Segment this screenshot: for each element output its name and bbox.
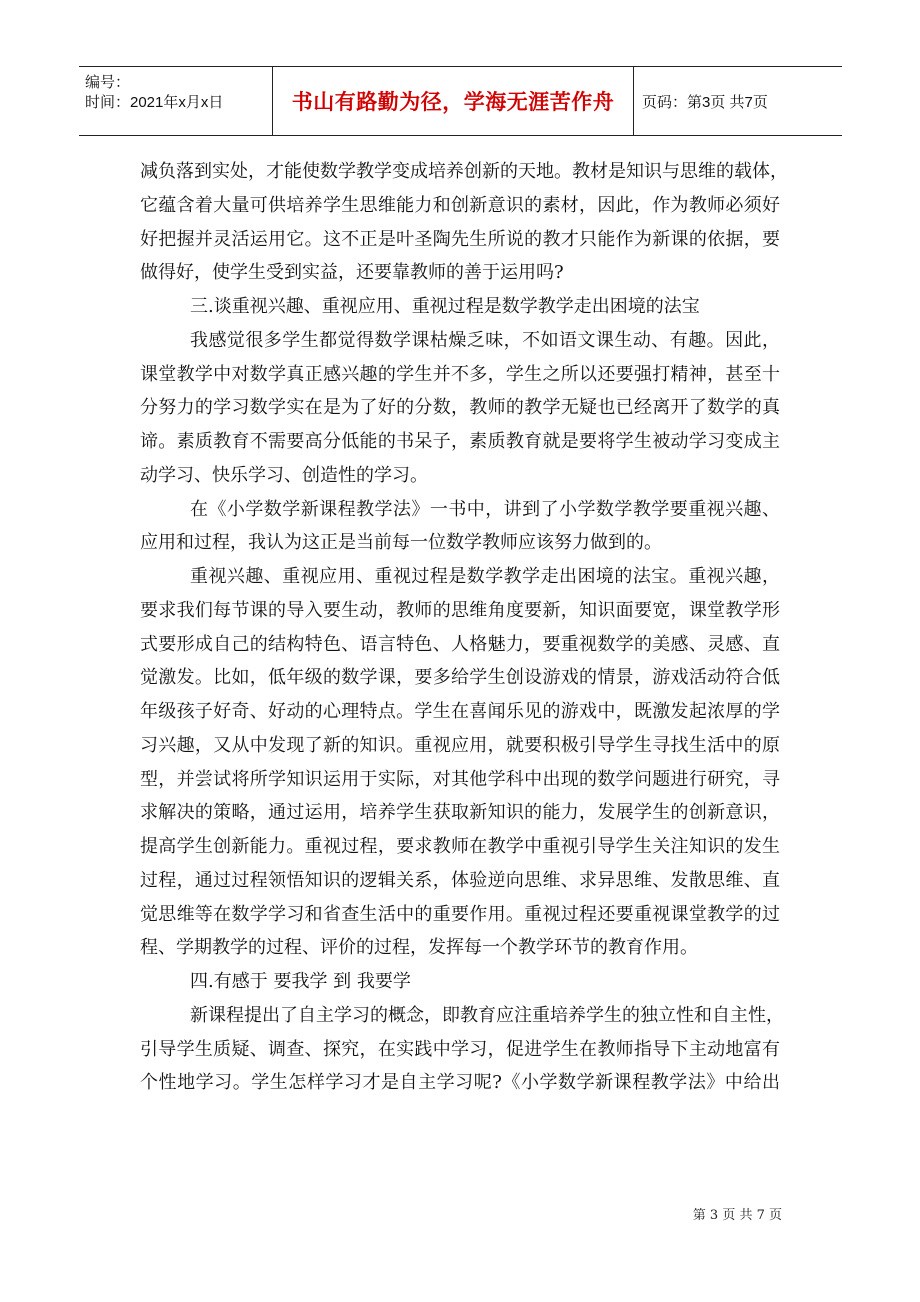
- text-line: 觉思维等在数学学习和省查生活中的重要作用。重视过程还要重视课堂教学的过: [140, 903, 780, 925]
- text-line: 求解决的策略，通过运用，培养学生获取新知识的能力，发展学生的创新意识，: [140, 802, 780, 824]
- text-line: 谛。素质教育不需要高分低能的书呆子，素质教育就是要将学生被动学习变成主: [140, 431, 780, 452]
- text-line: 课堂教学中对数学真正感兴趣的学生并不多，学生之所以还要强打精神，甚至十: [140, 363, 780, 385]
- text-line: 在《小学数学新课程教学法》一书中，讲到了小学数学教学要重视兴趣、: [190, 498, 780, 520]
- text-line: 减负落到实处，才能使数学教学变成培养创新的天地。教材是知识与思维的载体，: [140, 161, 788, 182]
- text-line: 好把握并灵活运用它。这不正是叶圣陶先生所说的教才只能作为新课的依据，要: [140, 228, 780, 250]
- text-line: 觉激发。比如，低年级的数学课，要多给学生创设游戏的情景，游戏活动符合低: [140, 667, 780, 689]
- text-line: 习兴趣，又从中发现了新的知识。重视应用，就要积极引导学生寻找生活中的原: [140, 734, 780, 756]
- text-line: 年级孩子好奇、好动的心理特点。学生在喜闻乐见的游戏中，既激发起浓厚的学: [140, 701, 780, 722]
- page-header: [79, 66, 842, 136]
- text-line: 提高学生创新能力。重视过程，要求教师在教学中重视引导学生关注知识的发生: [140, 836, 780, 857]
- text-line: 它蕴含着大量可供培养学生思维能力和创新意识的素材，因此，作为教师必须好: [140, 194, 780, 216]
- header-meta: [79, 67, 272, 135]
- text-line: 型，并尝试将所学知识运用于实际，对其他学科中出现的数学问题进行研究，寻: [140, 768, 780, 790]
- header-page-label: 页码：第3页 共7页: [642, 93, 768, 111]
- text-line: 应用和过程，我认为这正是当前每一位数学教师应该努力做到的。: [140, 532, 662, 554]
- document-body: [140, 155, 788, 1100]
- doc-number-label: 编号：: [85, 74, 131, 91]
- text-line: 四.有感于 要我学 到 我要学: [190, 971, 411, 992]
- text-line: 新课程提出了自主学习的概念，即教育应注重培养学生的独立性和自主性，: [190, 1004, 784, 1026]
- text-line: 分努力的学习数学实在是为了好的分数，教师的教学无疑也已经离开了数学的真: [140, 397, 780, 419]
- text-line: 做得好，使学生受到实益，还要靠教师的善于运用吗?: [140, 262, 564, 284]
- header-motto-cell: [272, 67, 634, 135]
- text-line: 过程，通过过程领悟知识的逻辑关系，体验逆向思维、求异思维、发散思维、直: [140, 869, 780, 891]
- text-line: 引导学生质疑、调查、探究，在实践中学习，促进学生在教师指导下主动地富有: [140, 1038, 780, 1060]
- page-footer: 第 3 页 共 7 页: [692, 1208, 782, 1223]
- text-line: 式要形成自己的结构特色、语言特色、人格魅力，要重视数学的美感、灵感、直: [140, 633, 780, 655]
- header-page-cell: [634, 67, 842, 135]
- text-line: 三.谈重视兴趣、重视应用、重视过程是数学教学走出困境的法宝: [190, 296, 700, 317]
- text-line: 动学习、快乐学习、创造性的学习。: [140, 464, 428, 486]
- text-line: 个性地学习。学生怎样学习才是自主学习呢?《小学数学新课程教学法》中给出: [140, 1072, 780, 1094]
- text-line: 重视兴趣、重视应用、重视过程是数学教学走出困境的法宝。重视兴趣，: [190, 566, 780, 587]
- doc-date-label: 时间：2021年x月x日: [85, 94, 224, 111]
- text-line: 我感觉很多学生都觉得数学课枯燥乏味，不如语文课生动、有趣。因此，: [190, 329, 780, 351]
- text-line: 程、学期教学的过程、评价的过程，发挥每一个教学环节的教育作用。: [140, 937, 698, 959]
- text-line: 要求我们每节课的导入要生动，教师的思维角度要新，知识面要宽，课堂教学形: [140, 599, 780, 621]
- header-motto: 书山有路勤为径，学海无涯苦作舟: [291, 90, 615, 114]
